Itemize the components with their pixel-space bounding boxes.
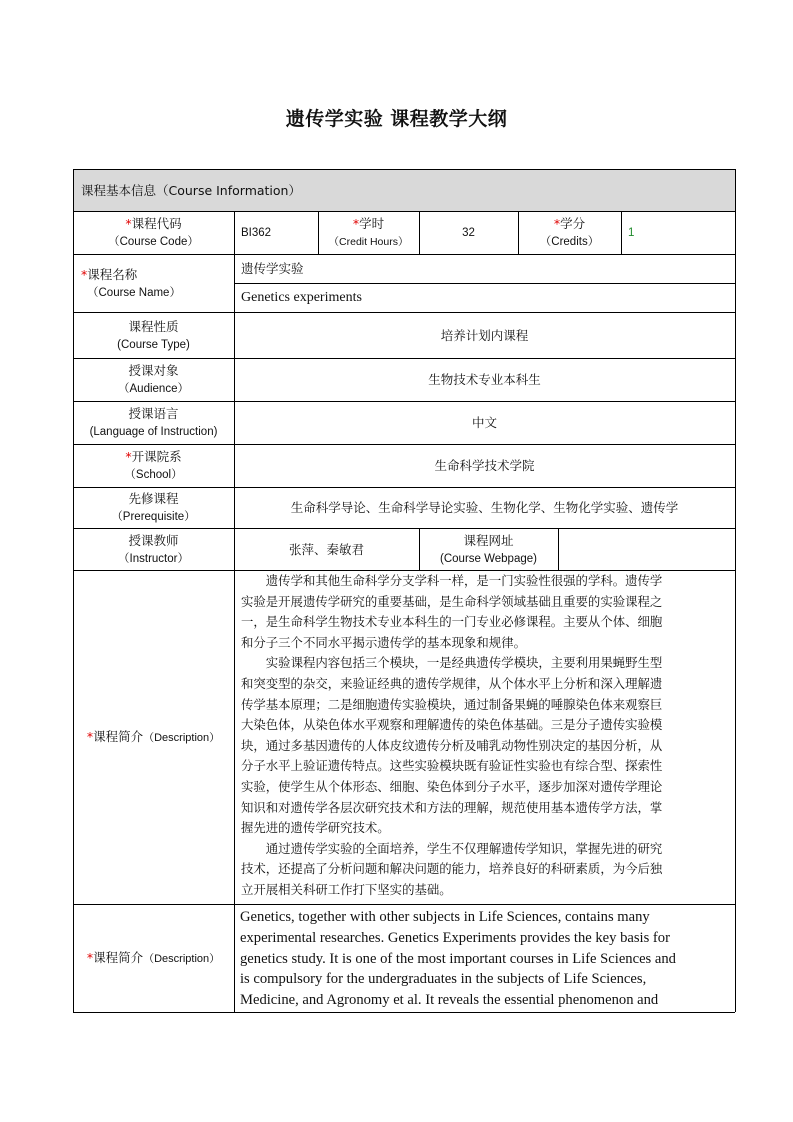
description-line: Genetics, together with other subjects in Life Sciences, contains many bbox=[240, 909, 650, 925]
webpage-value bbox=[558, 528, 735, 570]
description-line: genetics study. It is one of the most important courses in Life Sciences and bbox=[240, 950, 676, 967]
description-zh-paragraph-2 bbox=[241, 653, 728, 838]
description-line: 技术，还提高了分析问题和解决问题的能力，培养良好的科研素质，为今后独 bbox=[241, 861, 663, 877]
course-name-zh: 遗传学实验 bbox=[241, 261, 304, 276]
description-zh-paragraph-1 bbox=[241, 571, 728, 653]
description-line: 一，是生命科学生物技术专业本科生的一门专业必修课程。主要从个体、细胞 bbox=[241, 614, 663, 630]
credits-value: 1 bbox=[628, 226, 635, 239]
language-label: 授课语言 (Language of Instruction) bbox=[89, 406, 218, 438]
description-en-text bbox=[234, 904, 735, 1012]
description-en-label: *课程简介（Description） bbox=[86, 950, 221, 965]
school-value: 生命科学技术学院 bbox=[434, 458, 535, 473]
section-header bbox=[73, 169, 735, 211]
description-line: 握先进的遗传学研究技术。 bbox=[241, 820, 390, 836]
course-code-value: BI362 bbox=[241, 226, 272, 239]
page-title: 遗传学实验 课程教学大纲 bbox=[285, 108, 508, 130]
description-line: 实验，使学生从个体形态、细胞、染色体到分子水平，逐步加深对遗传学理论 bbox=[241, 778, 663, 794]
description-line: 分子水平上验证遗传特点。这些实验模块既有验证性实验也有综合型、探索性 bbox=[241, 758, 663, 774]
school-label: *开课院系 （School） bbox=[124, 449, 183, 481]
description-line: 实验课程内容包括三个模块，一是经典遗传学模块，主要利用果蝇野生型 bbox=[265, 655, 663, 671]
credit-hours-label: *学时 （Credit Hours） bbox=[328, 216, 409, 248]
description-line: is compulsory for the undergraduates in the subjects of Life Sciences, bbox=[240, 971, 647, 988]
instructor-value: 张萍、秦敏君 bbox=[288, 541, 364, 557]
course-name-label: *课程名称 （Course Name） bbox=[81, 266, 181, 299]
prerequisite-label: 先修课程 （Prerequisite） bbox=[111, 491, 196, 523]
description-line: 遗传学和其他生命科学分支学科一样，是一门实验性很强的学科。遗传学 bbox=[265, 573, 663, 588]
webpage-label: 课程网址 (Course Webpage) bbox=[440, 532, 537, 565]
description-line: 和突变型的杂交，来验证经典的遗传学规律，从个体水平上分析和深入理解遗 bbox=[241, 675, 663, 691]
section-header-text: 课程基本信息（Course Information） bbox=[81, 182, 301, 198]
description-zh-text bbox=[234, 570, 735, 904]
description-line: 和分子三个不同水平揭示遗传学的基本现象和规律。 bbox=[241, 634, 526, 650]
description-line: 立开展相关科研工作打下坚实的基础。 bbox=[241, 881, 452, 897]
course-code-label: *课程代码 （Course Code） bbox=[108, 216, 199, 248]
audience-label: 授课对象 （Audience） bbox=[118, 363, 189, 395]
credit-hours-value: 32 bbox=[462, 226, 475, 239]
audience-value: 生物技术专业本科生 bbox=[428, 372, 541, 387]
description-line: 块，通过多基因遗传的人体皮纹遗传分析及哺乳动物性别决定的基因分析，从 bbox=[241, 737, 663, 753]
course-type-label: 课程性质 (Course Type) bbox=[117, 318, 190, 351]
description-zh-paragraph-3 bbox=[241, 839, 728, 901]
language-value: 中文 bbox=[471, 415, 497, 430]
description-line: Medicine, and Agronomy et al. It reveals the essential phenomenon and bbox=[240, 992, 659, 1009]
description-line: 传学基本原理；二是细胞遗传实验模块，通过制备果蝇的唾腺染色体来观察巨 bbox=[241, 696, 663, 712]
prerequisite-value: 生命科学导论、生命科学导论实验、生物化学、生物化学实验、遗传学 bbox=[290, 500, 679, 515]
description-line: 大染色体，从染色体水平观察和理解遗传的染色体基础。三是分子遗传实验模 bbox=[241, 717, 663, 733]
instructor-label: 授课教师 （Instructor） bbox=[118, 532, 189, 565]
description-zh-label: *课程简介（Description） bbox=[86, 729, 221, 744]
credits-label: *学分 （Credits） bbox=[539, 216, 600, 248]
course-name-en: Genetics experiments bbox=[241, 289, 362, 305]
description-line: experimental researches. Genetics Experiments provides the key basis for bbox=[240, 929, 670, 946]
description-line: 通过遗传学实验的全面培养，学生不仅理解遗传学知识，掌握先进的研究 bbox=[265, 840, 663, 856]
description-line: 知识和对遗传学各层次研究技术和方法的理解，规范使用基本遗传学方法，掌 bbox=[241, 799, 663, 815]
description-line: 实验是开展遗传学研究的重要基础，是生命科学领域基础且重要的实验课程之 bbox=[241, 593, 663, 609]
course-type-value: 培养计划内课程 bbox=[440, 327, 529, 343]
